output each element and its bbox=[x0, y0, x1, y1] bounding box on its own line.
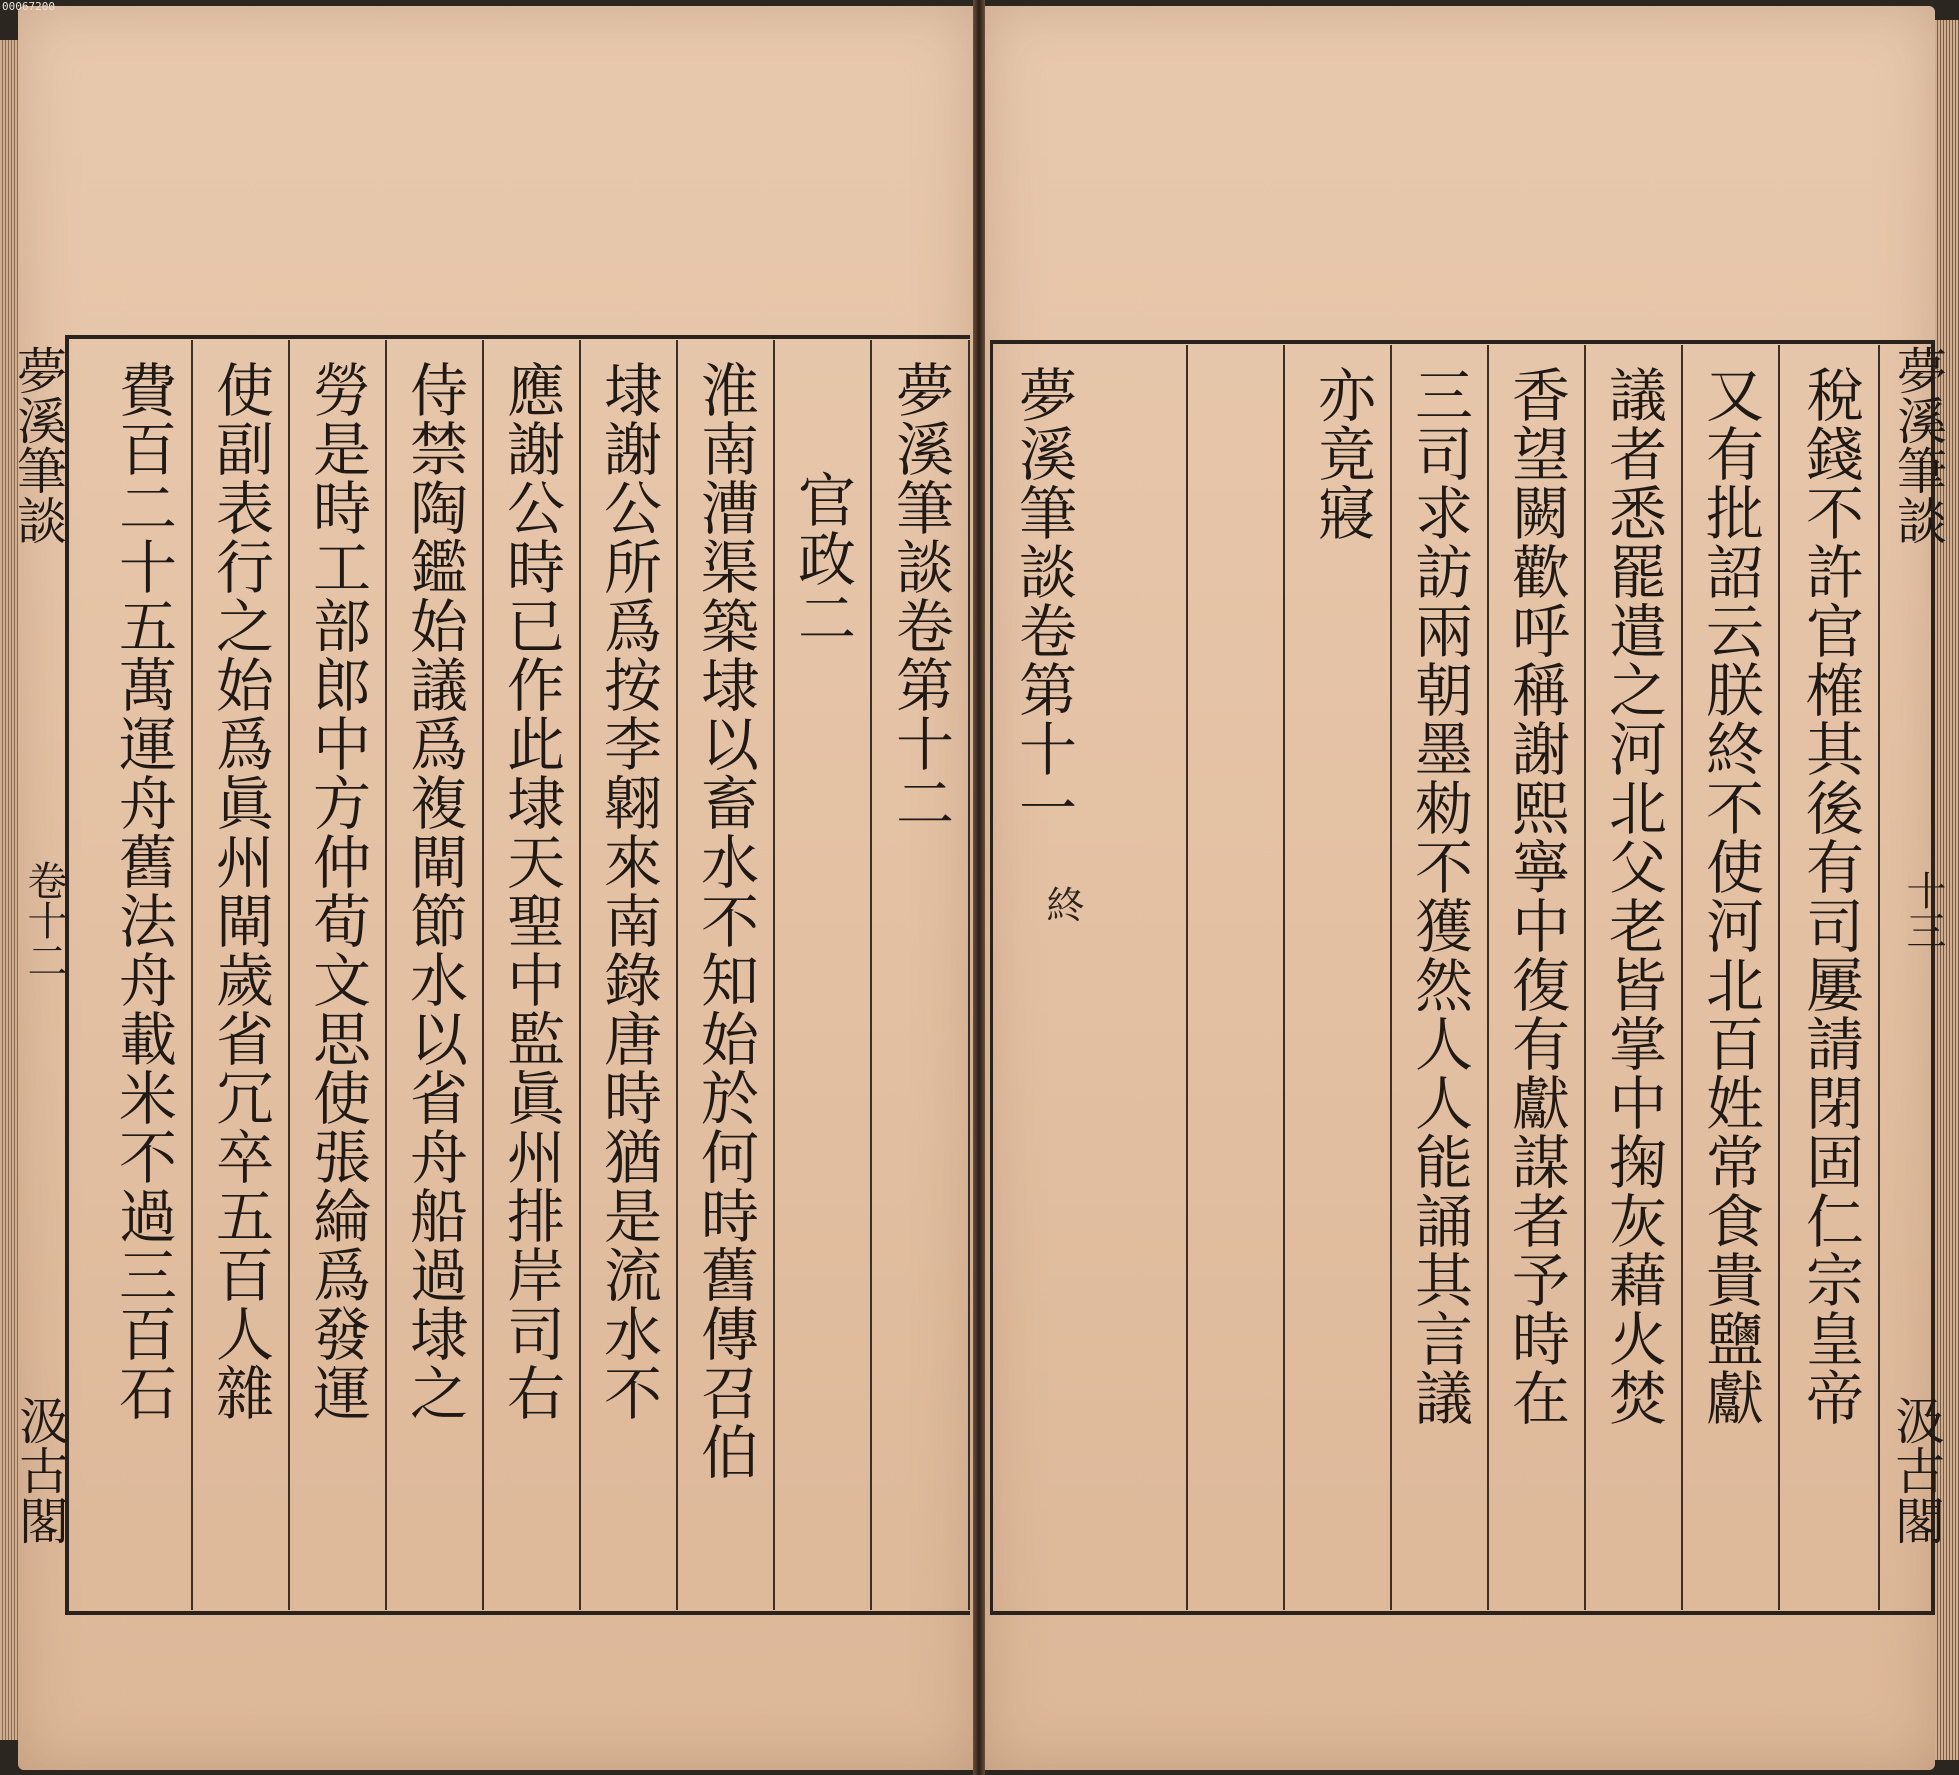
left-col-1-heading: 夢溪筆談卷第十二 bbox=[872, 340, 970, 1610]
right-margin-publisher: 汲古閣 bbox=[1887, 1395, 1945, 1545]
left-col-2-section: 官政二 bbox=[775, 340, 872, 1610]
left-col-6: 侍禁陶鑑始議爲複閘節水以省舟船過埭之 bbox=[387, 340, 484, 1610]
left-col-3: 淮南漕渠築埭以畜水不知始於何時舊傳召伯 bbox=[678, 340, 775, 1610]
right-col-1: 稅錢不許官榷其後有司屢請閉固仁宗皇帝 bbox=[1780, 345, 1880, 1610]
right-margin-page: 十三 bbox=[1900, 870, 1946, 950]
end-mark: 終 bbox=[1040, 885, 1084, 923]
left-col-5: 應謝公時已作此埭天聖中監眞州排岸司右 bbox=[484, 340, 581, 1610]
right-col-8-empty bbox=[1091, 345, 1188, 1610]
left-col-4: 埭謝公所爲按李翺來南錄唐時猶是流水不 bbox=[581, 340, 678, 1610]
book-gutter bbox=[973, 0, 985, 1775]
left-col-7: 勞是時工部郎中方仲荀文思使張綸爲發運 bbox=[290, 340, 387, 1610]
left-margin-publisher: 汲古閣 bbox=[11, 1395, 69, 1545]
left-col-9: 費百二十五萬運舟舊法舟載米不過三百石 bbox=[69, 340, 193, 1610]
right-col-5: 三司求訪兩朝墨勑不獲然人人能誦其言議 bbox=[1392, 345, 1489, 1610]
right-col-4: 香望闕歡呼稱謝熙寧中復有獻謀者予時在 bbox=[1489, 345, 1586, 1610]
scan-id-label: 00067200 bbox=[2, 0, 55, 13]
right-col-9-closing-title: 夢溪筆談卷第十一 bbox=[1009, 365, 1077, 837]
right-col-2: 又有批詔云朕終不使河北百姓常食貴鹽獻 bbox=[1683, 345, 1780, 1610]
right-margin-title: 夢溪筆談 bbox=[1889, 345, 1947, 545]
left-margin-title: 夢溪筆談 bbox=[9, 345, 67, 545]
right-col-3: 議者悉罷遣之河北父老皆掌中掬灰藉火焚 bbox=[1586, 345, 1683, 1610]
left-col-8: 使副表行之始爲眞州閘歲省冗卒五百人雜 bbox=[193, 340, 290, 1610]
right-col-7-empty bbox=[1188, 345, 1285, 1610]
right-col-6: 亦竟寢 bbox=[1285, 345, 1392, 1610]
left-margin-volume: 卷十二 bbox=[21, 860, 67, 980]
